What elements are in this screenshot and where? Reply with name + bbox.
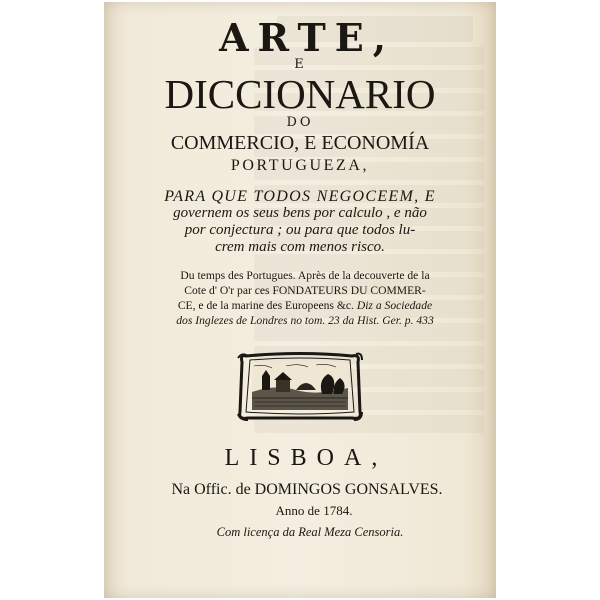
subtitle-line: por conjectura ; ou para que todos lu-: [184, 222, 416, 238]
subtitle: [104, 188, 496, 256]
subtitle-line: governem os seus bens por calculo , e não: [173, 205, 427, 221]
woodcut-landscape-vignette-icon: [236, 350, 364, 424]
title-portugueza: PORTUGUEZA,: [230, 157, 370, 174]
imprint-city: LISBOA,: [224, 445, 388, 471]
title-e: E: [294, 57, 306, 72]
subtitle-line: PARA QUE TODOS NEGOCEEM, E: [164, 188, 436, 205]
epigraph-line: dos Inglezes de Londres no tom. 23 da Hist. Ger. p. 433: [176, 314, 434, 327]
epigraph-line-3: [114, 298, 496, 313]
imprint-license: Com licença da Real Meza Censoria.: [216, 525, 404, 539]
imprint-year: Anno de 1784.: [275, 503, 353, 518]
epigraph-line: Du temps des Portugues. Après de la decouverte de la: [180, 269, 430, 282]
title-page: [104, 2, 496, 598]
imprint-printer: Na Offic. de DOMINGOS GONSALVES.: [171, 481, 443, 498]
title-arte: ARTE,: [219, 15, 395, 60]
epigraph-line: Cote d' O'r par ces FONDATEURS DU COMMER-: [184, 284, 426, 297]
epigraph-line-3-italic: Diz a Sociedade: [356, 299, 433, 312]
subtitle-line: crem mais com menos risco.: [215, 239, 385, 255]
epigraph: [104, 268, 496, 328]
epigraph-line-3-roman: CE, e de la marine des Europeens &c.: [177, 299, 354, 312]
title-do: DO: [286, 115, 314, 130]
title-diccionario: DICCIONARIO: [164, 71, 436, 117]
title-page-content: [104, 2, 496, 540]
title-commercio: COMMERCIO, E ECONOMÍA: [170, 132, 430, 154]
